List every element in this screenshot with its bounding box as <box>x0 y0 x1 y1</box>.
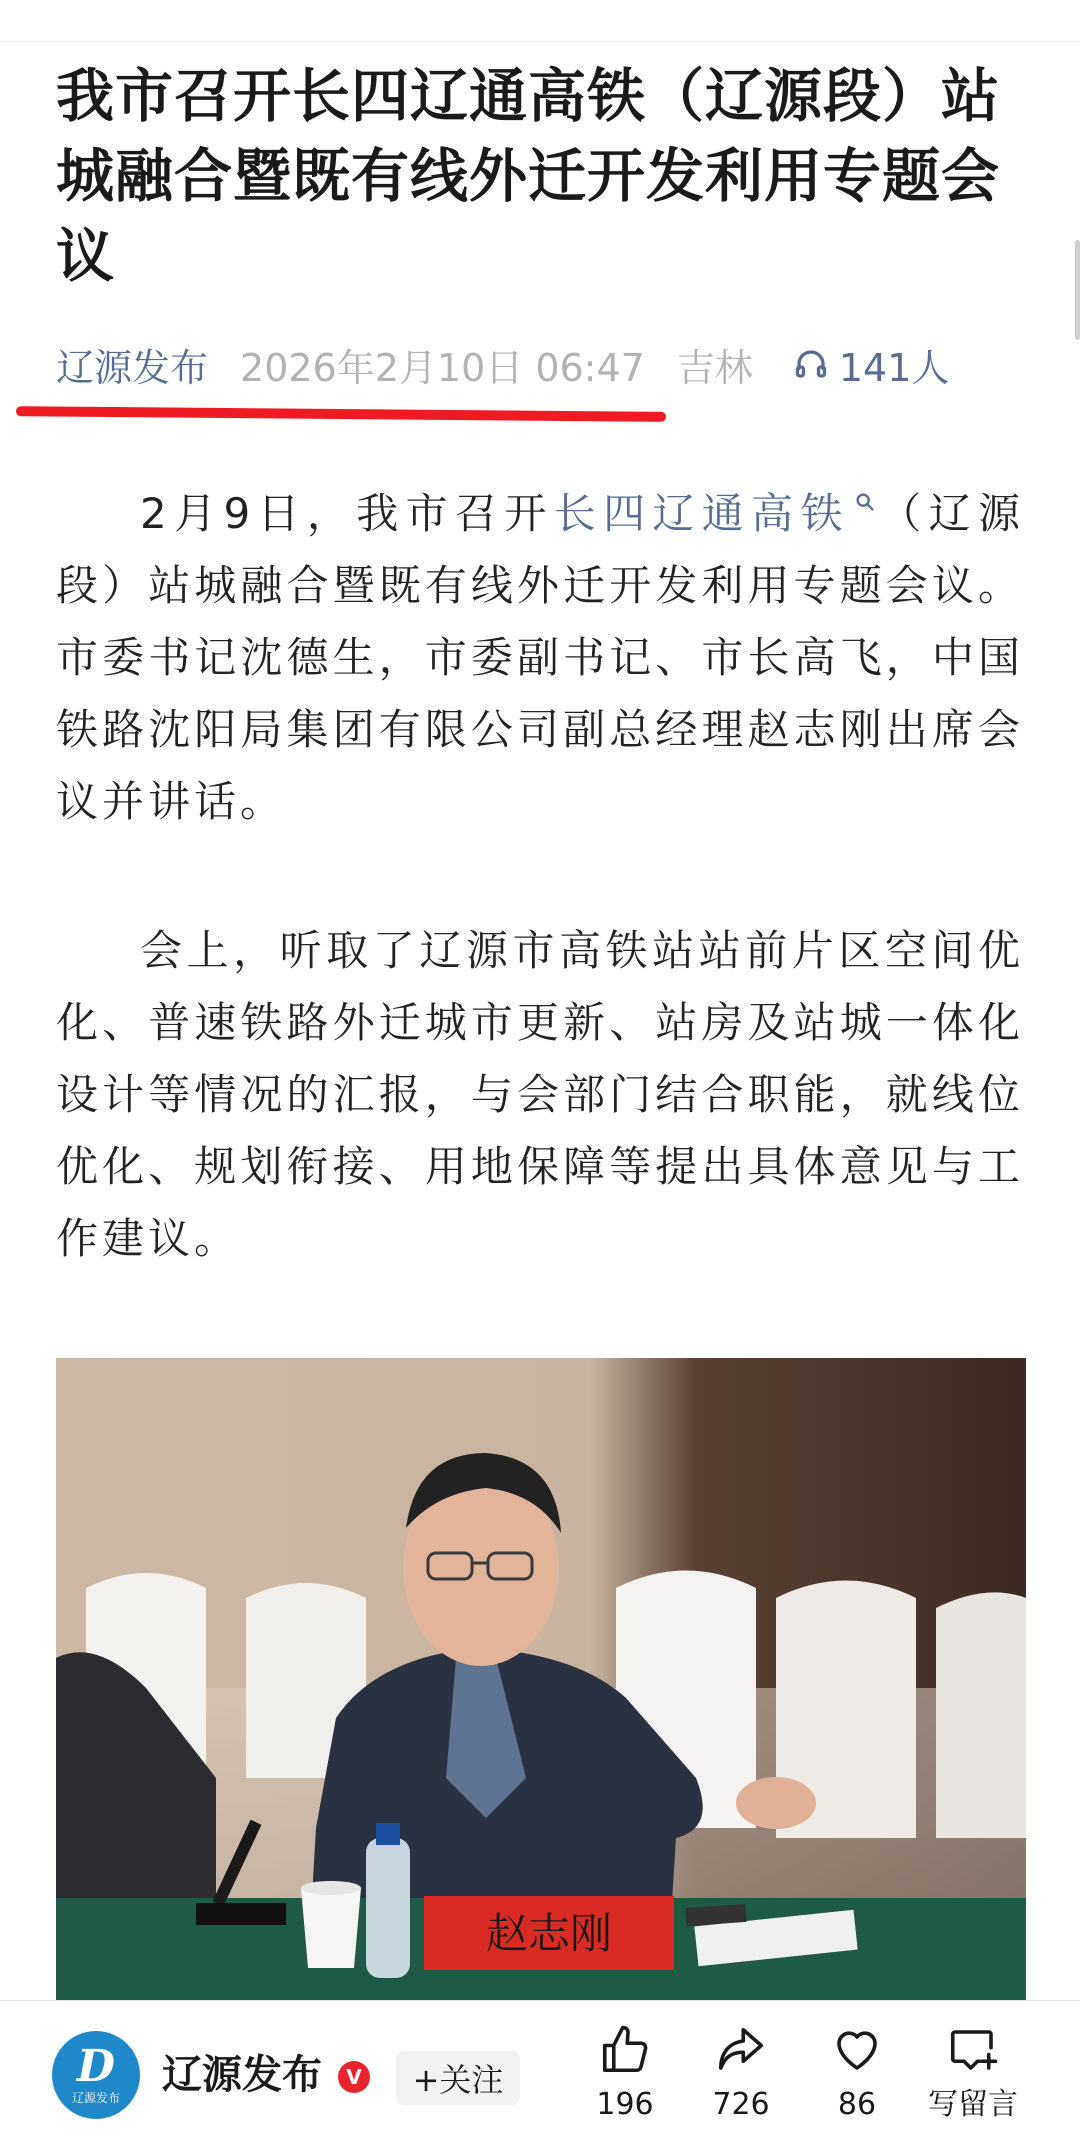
favorite-button[interactable] <box>802 2023 912 2123</box>
scroll-indicator[interactable] <box>1075 240 1080 340</box>
top-strip <box>0 0 1080 42</box>
article-meta <box>56 334 949 394</box>
share-arrow-icon <box>714 2023 768 2077</box>
share-button[interactable] <box>686 2023 796 2123</box>
paragraph-1 <box>56 478 1024 838</box>
follow-button[interactable]: +关注 <box>396 2051 520 2105</box>
meeting-photo-illustration <box>56 1358 1026 2000</box>
favorite-count: 86 <box>837 2087 877 2122</box>
heart-icon <box>830 2023 884 2077</box>
account-name[interactable]: 辽源发布 <box>162 2052 322 2098</box>
bottom-action-bar <box>0 2000 1080 2141</box>
write-comment-button[interactable] <box>918 2023 1028 2123</box>
red-underline-annotation <box>16 406 666 422</box>
article-photo[interactable] <box>56 1358 1026 2000</box>
like-button[interactable] <box>570 2023 680 2123</box>
avatar-caption: 辽源发布 <box>71 2091 120 2105</box>
listener-count: 141人 <box>838 345 950 390</box>
publish-date: 2026年2月10日 06:47 <box>240 345 645 390</box>
verified-badge: V <box>338 2061 370 2093</box>
nameplate-text: 赵志刚 <box>485 1909 613 1958</box>
article-title: 我市召开长四辽通高铁（辽源段）站城融合暨既有线外迁开发利用专题会议 <box>56 62 1001 290</box>
paragraph-1-start: 2月9日，我市召开 <box>140 489 554 538</box>
share-count: 726 <box>712 2087 770 2122</box>
avatar-letter: D <box>76 2041 116 2092</box>
account-avatar[interactable] <box>52 2031 140 2119</box>
thumbs-up-icon <box>598 2023 652 2077</box>
publish-region: 吉林 <box>676 345 753 390</box>
topic-link[interactable]: 长四辽通高铁 <box>553 489 850 538</box>
paragraph-2: 会上，听取了辽源市高铁站站前片区空间优化、普速铁路外迁城市更新、站房及站城一体化设计等情况的汇报，与会部门结合职能，就线位优化、规划衔接、用地保障等提出具体意见与工作建议。 <box>56 926 1024 1263</box>
paragraph-1-rest: （辽源段）站城融合暨既有线外迁开发利用专题会议。市委书记沈德生，市委副书记、市长高飞，中国铁路沈阳局集团有限公司副总经理赵志刚出席会议并讲话。 <box>56 489 1024 826</box>
listen-button[interactable] <box>793 337 950 392</box>
search-icon[interactable] <box>854 491 876 513</box>
write-comment-label: 写留言 <box>928 2087 1018 2122</box>
like-count: 196 <box>596 2087 654 2122</box>
comment-plus-icon <box>946 2023 1000 2077</box>
headphones-icon <box>793 346 829 382</box>
source-account-link[interactable]: 辽源发布 <box>56 345 209 390</box>
